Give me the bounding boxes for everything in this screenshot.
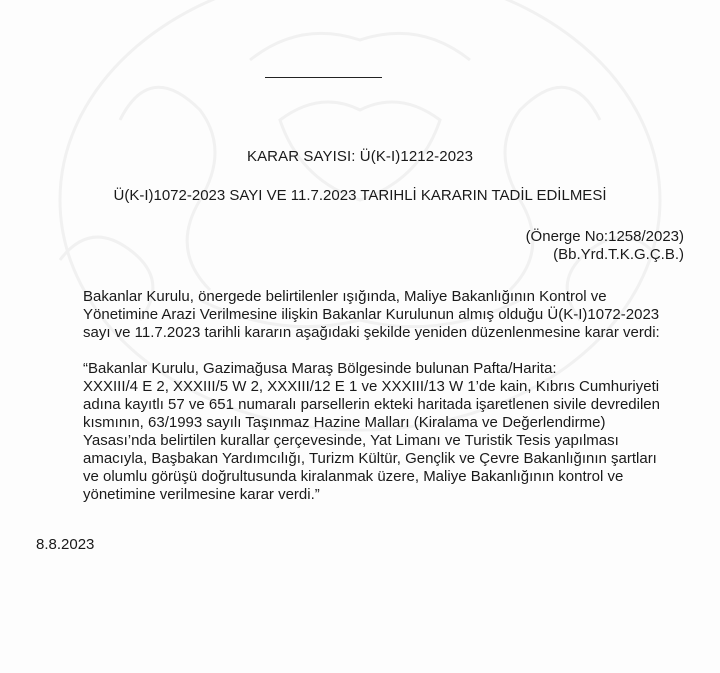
- decision-paragraph: [36, 360, 684, 504]
- paragraph-line: Yasası’nda belirtilen kurallar çerçevesinde, Yat Limanı ve Turistik Tesis yapılması: [83, 432, 619, 449]
- document-date: 8.8.2023: [36, 536, 95, 553]
- document-title: Ü(K-I)1072-2023 SAYI VE 11.7.2023 TARIHLİ KARARIN TADİL EDİLMESİ: [113, 187, 607, 204]
- paragraph-line: “Bakanlar Kurulu, Gazimağusa Maraş Bölgesinde bulunan Pafta/Harita:: [83, 360, 557, 377]
- paragraph-line: adına kayıtlı 57 ve 651 numaralı parsellerin ekteki haritada işaretlenen sivile devredilen: [83, 396, 660, 413]
- header-rule: [265, 77, 382, 78]
- paragraph-line: kısmının, 63/1993 sayılı Taşınmaz Hazine Malları (Kiralama ve Değerlendirme): [83, 414, 606, 431]
- paragraph-line: sayı ve 11.7.2023 tarihli kararın aşağıdaki şekilde yeniden düzenlenmesine karar verdi:: [83, 324, 660, 341]
- paragraph-line: amacıyla, Başbakan Yardımcılığı, Turizm Kültür, Gençlik ve Çevre Bakanlığının şartları: [83, 450, 657, 467]
- motion-number: (Önerge No:1258/2023): [525, 228, 684, 245]
- decision-number: KARAR SAYISI: Ü(K-I)1212-2023: [246, 148, 474, 165]
- paragraph-line: Yönetimine Arazi Verilmesine ilişkin Bakanlar Kurulunun almış olduğu Ü(K-I)1072-2023: [83, 306, 660, 323]
- office-code: (Bb.Yrd.T.K.G.Ç.B.): [553, 246, 684, 263]
- reference-block: [526, 228, 684, 264]
- paragraph-line: yönetimine verilmesine karar verdi.”: [83, 486, 320, 503]
- paragraph-line: XXXIII/4 E 2, XXXIII/5 W 2, XXXIII/12 E 1 ve XXXIII/13 W 1’de kain, Kıbrıs Cumhuriyeti: [83, 378, 660, 395]
- intro-paragraph: [36, 288, 684, 342]
- paragraph-line: Bakanlar Kurulu, önergede belirtilenler ışığında, Maliye Bakanlığının Kontrol ve: [83, 288, 607, 305]
- paragraph-line: ve olumlu görüşü doğrultusunda kiralanmak üzere, Maliye Bakanlığının kontrol ve: [83, 468, 624, 485]
